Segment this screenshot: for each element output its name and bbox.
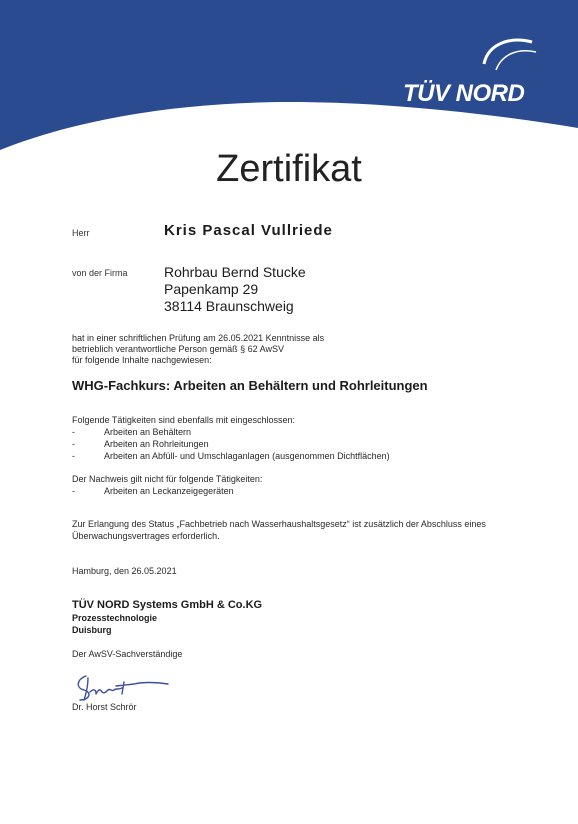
- place-date: Hamburg, den 26.05.2021: [72, 566, 177, 576]
- issuer-city: Duisburg: [72, 625, 112, 635]
- note-line-1: Zur Erlangung des Status „Fachbetrieb nach Wasserhaushaltsgesetz“ ist zusätzlich der Abschluss eines: [72, 519, 486, 529]
- intro-paragraph: [72, 333, 324, 366]
- issuer-block: [72, 598, 262, 636]
- intro-line-2: betrieblich verantwortliche Person gemäß § 62 AwSV: [72, 344, 284, 354]
- signatory-role: Der AwSV-Sachverständige: [72, 649, 183, 659]
- intro-line-1: hat in einer schriftlichen Prüfung am 26.05.2021 Kenntnisse als: [72, 333, 325, 343]
- issuer-department: Prozesstechnologie: [72, 613, 158, 623]
- company-city: 38114 Braunschweig: [164, 298, 294, 314]
- intro-line-3: für folgende Inhalte nachgewiesen:: [72, 355, 212, 365]
- logo-wordmark: TÜV NORD: [403, 80, 525, 107]
- signature: [72, 668, 182, 704]
- note-paragraph: [72, 518, 486, 542]
- salutation-label: Herr: [72, 228, 90, 238]
- company-label: von der Firma: [72, 268, 128, 278]
- signatory-name: Dr. Horst Schrör: [72, 702, 137, 712]
- issuer-name: TÜV NORD Systems GmbH & Co.KG: [72, 599, 263, 611]
- recipient-name: Kris Pascal Vullriede: [164, 222, 333, 239]
- company-name: Rohrbau Bernd Stucke: [164, 264, 306, 280]
- note-line-2: Überwachungsvertrages erforderlich.: [72, 531, 220, 541]
- company-address: [164, 264, 306, 315]
- course-title: WHG-Fachkurs: Arbeiten an Behältern und Rohrleitungen: [72, 378, 428, 393]
- page-title: Zertifikat: [216, 148, 362, 190]
- company-street: Papenkamp 29: [164, 281, 259, 297]
